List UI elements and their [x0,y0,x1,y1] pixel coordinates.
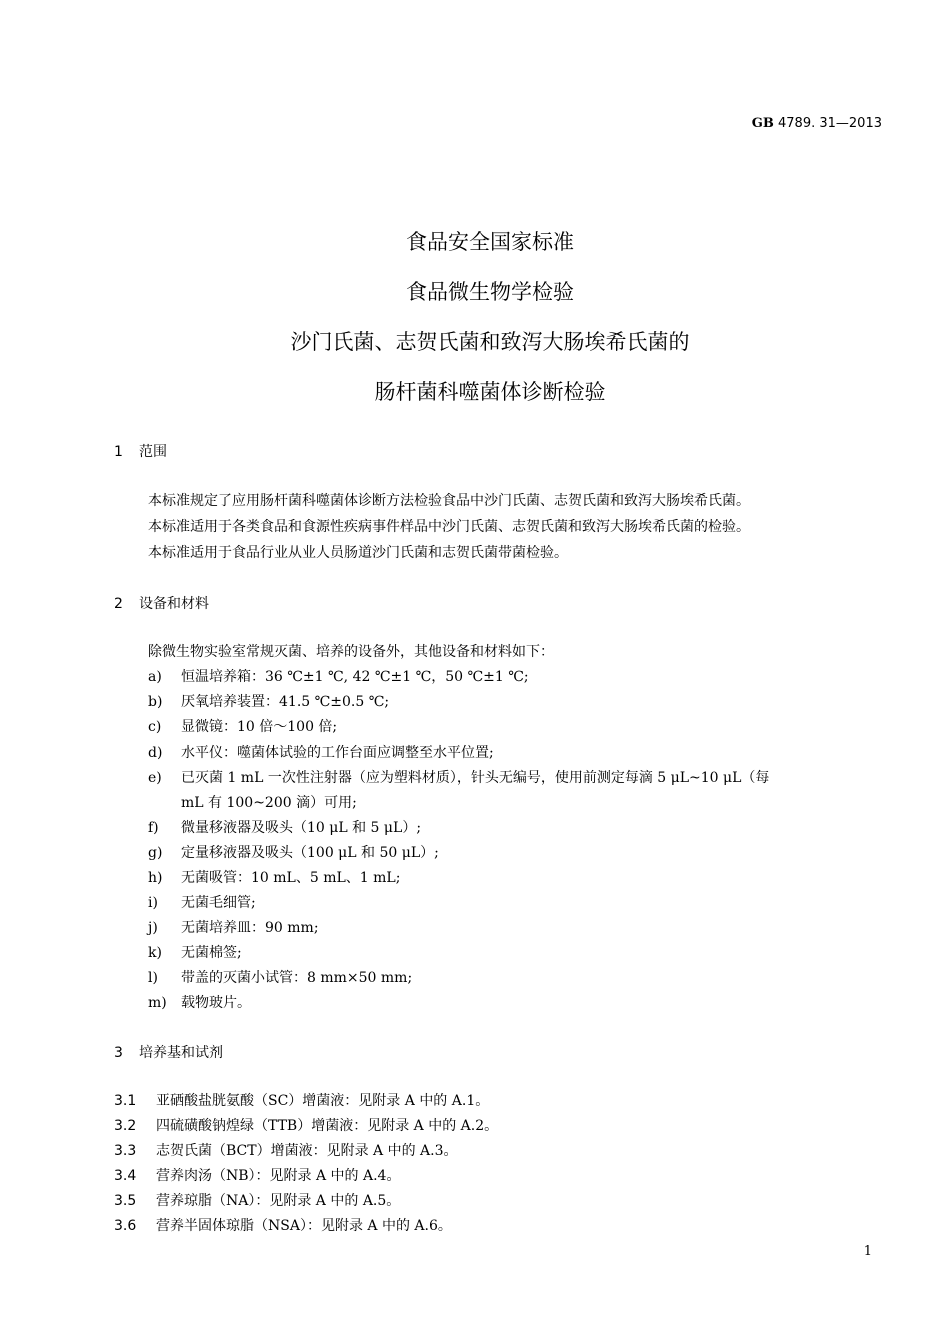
section-3-title: 培养基和试剂 [139,1045,223,1061]
standard-number: 4789. 31—2013 [778,116,882,131]
medium-item: 3.2 四硫磺酸钠煌绿（TTB）增菌液：见附录 A 中的 A.2。 [114,1118,499,1134]
equipment-item: c) 显微镜：10 倍～100 倍; [148,719,338,735]
equipment-item: l) 带盖的灭菌小试管：8 mm×50 mm; [148,970,413,986]
equipment-item: m) 载物玻片。 [148,995,251,1011]
equipment-item: d) 水平仪：噬菌体试验的工作台面应调整至水平位置; [148,745,494,761]
section-1-title: 范围 [139,444,167,460]
page-number: 1 [863,1244,872,1259]
section-3-number: 3 [114,1045,123,1061]
equipment-item: j) 无菌培养皿：90 mm; [148,920,319,936]
title-line-1: 食品安全国家标准 [406,230,574,254]
section-1-paragraph: 本标准适用于食品行业从业人员肠道沙门氏菌和志贺氏菌带菌检验。 [148,545,568,561]
medium-item: 3.1 亚硒酸盐胱氨酸（SC）增菌液：见附录 A 中的 A.1。 [114,1093,490,1109]
section-2-intro: 除微生物实验室常规灭菌、培养的设备外，其他设备和材料如下： [148,644,554,660]
equipment-item: f) 微量移液器及吸头（10 μL 和 5 μL）; [148,820,422,836]
section-1-heading [114,441,167,461]
medium-item: 3.3 志贺氏菌（BCT）增菌液：见附录 A 中的 A.3。 [114,1143,458,1159]
section-2-number: 2 [114,596,123,612]
equipment-item: e) 已灭菌 1 mL 一次性注射器（应为塑料材质），针头无编号，使用前测定每滴 5 μL~10 μL（每 [148,770,770,786]
equipment-item-continuation: mL 有 100~200 滴）可用; [181,795,357,811]
title-line-2: 食品微生物学检验 [406,280,574,304]
equipment-item: b) 厌氧培养装置：41.5 ℃±0.5 ℃; [148,694,390,710]
section-2-title: 设备和材料 [139,596,209,612]
equipment-item: g) 定量移液器及吸头（100 μL 和 50 μL）; [148,845,439,861]
section-1-paragraph: 本标准规定了应用肠杆菌科噬菌体诊断方法检验食品中沙门氏菌、志贺氏菌和致泻大肠埃希氏菌。 [148,493,750,509]
equipment-item: a) 恒温培养箱：36 ℃±1 ℃, 42 ℃±1 ℃，50 ℃±1 ℃; [148,669,529,685]
equipment-item: i) 无菌毛细管; [148,895,256,911]
equipment-item: h) 无菌吸管：10 mL、5 mL、1 mL; [148,870,401,886]
medium-item: 3.5 营养琼脂（NA）：见附录 A 中的 A.5。 [114,1193,401,1209]
section-3-heading [114,1042,223,1062]
title-line-4: 肠杆菌科噬菌体诊断检验 [374,380,606,404]
section-2-heading [114,593,209,613]
standard-code-header [752,116,882,131]
medium-item: 3.6 营养半固体琼脂（NSA）：见附录 A 中的 A.6。 [114,1218,452,1234]
gb-label: GB [751,116,774,131]
title-line-3: 沙门氏菌、志贺氏菌和致泻大肠埃希氏菌的 [290,330,690,354]
medium-item: 3.4 营养肉汤（NB）：见附录 A 中的 A.4。 [114,1168,401,1184]
section-1-number: 1 [114,444,123,460]
section-1-paragraph: 本标准适用于各类食品和食源性疾病事件样品中沙门氏菌、志贺氏菌和致泻大肠埃希氏菌的检验。 [148,519,750,535]
equipment-item: k) 无菌棉签; [148,945,242,961]
